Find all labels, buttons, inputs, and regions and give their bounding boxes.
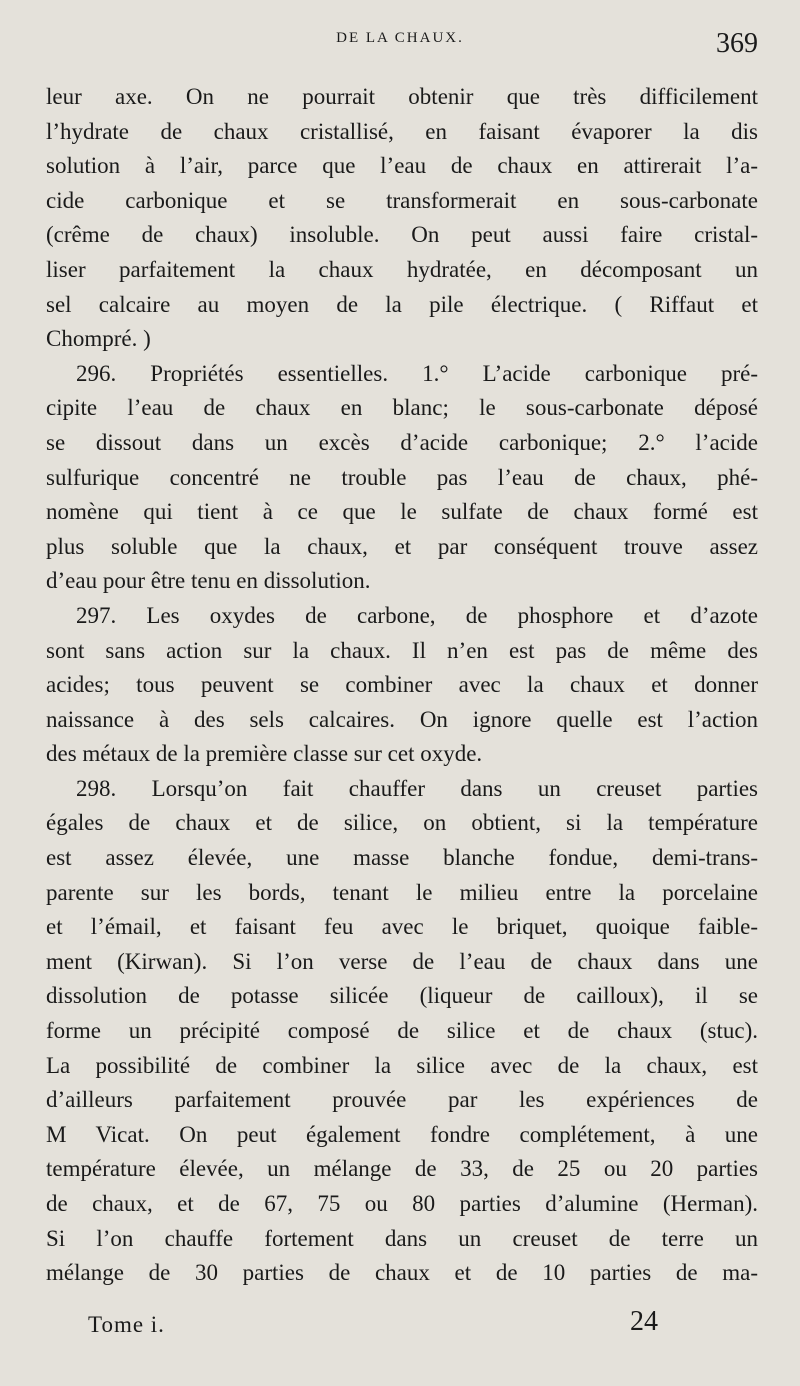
text-line: plus soluble que la chaux, et par conséquent trouve assez [46,533,758,559]
text-line: leur axe. On ne pourrait obtenir que très difficilement [46,84,758,109]
text-line: M Vicat. On peut également fondre complétement, à une [46,1121,758,1147]
text-line: La possibilité de combiner la silice avec de la chaux, est [46,1052,758,1078]
text-line: est assez élevée, une masse blanche fondue, demi-trans- [46,845,758,871]
text-line: cipite l’eau de chaux en blanc; le sous-carbonate déposé [46,395,758,421]
text-line: solution à l’air, parce que l’eau de chaux en attirerait l’a- [46,153,758,179]
text-line: forme un précipité composé de silice et de chaux (stuc). [46,1018,758,1044]
text-line: l’hydrate de chaux cristallisé, en faisant évaporer la dis [46,118,758,144]
paragraph-297-start: 297. Les oxydes de carbone, de phosphore et d’azote [76,602,758,628]
text-line: de chaux, et de 67, 75 ou 80 parties d’alumine (Herman). [46,1191,758,1216]
text-line: température élevée, un mélange de 33, de 25 ou 20 parties [46,1156,758,1182]
paragraph-298-start: 298. Lorsqu’on fait chauffer dans un creuset parties [76,775,758,801]
text-line: se dissout dans un excès d’acide carbonique; 2.° l’acide [46,429,758,455]
text-line: Si l’on chauffe fortement dans un creuset de terre un [46,1225,758,1251]
text-line: dissolution de potasse silicée (liqueur de cailloux), il se [46,983,758,1009]
text-line: sel calcaire au moyen de la pile électrique. ( Riffaut et [46,291,758,317]
text-line: nomène qui tient à ce que le sulfate de chaux formé est [46,499,758,525]
page-number: 369 [716,28,758,59]
body-text [46,80,758,1291]
paragraph-296-start: 296. Propriétés essentielles. 1.° L’acide carbonique pré- [76,360,758,386]
text-line: naissance à des sels calcaires. On ignore quelle est l’action [46,706,758,732]
text-line: égales de chaux et de silice, on obtient, si la température [46,810,758,836]
sheet-number: 24 [630,1306,658,1337]
text-line: sulfurique concentré ne trouble pas l’eau de chaux, phé- [46,464,758,490]
text-line: d’eau pour être tenu en dissolution. [46,568,371,594]
text-line: cide carbonique et se transformerait en sous-carbonate [46,187,758,213]
text-line: des métaux de la première classe sur cet oxyde. [46,741,483,767]
running-title: DE LA CHAUX. [336,30,464,46]
text-line: mélange de 30 parties de chaux et de 10 parties de ma- [46,1260,758,1286]
text-line: (crême de chaux) insoluble. On peut aussi faire cristal- [46,222,758,248]
text-line: d’ailleurs parfaitement prouvée par les expériences de [46,1087,758,1113]
signature-mark: Tome i. [88,1312,165,1337]
text-line: acides; tous peuvent se combiner avec la chaux et donner [46,672,758,698]
text-line: sont sans action sur la chaux. Il n’en est pas de même des [46,637,758,663]
text-line: parente sur les bords, tenant le milieu entre la porcelaine [46,879,758,905]
text-line: et l’émail, et faisant feu avec le briquet, quoique faible- [46,914,758,940]
text-line: ment (Kirwan). Si l’on verse de l’eau de chaux dans une [46,948,758,974]
text-line: Chompré. ) [46,326,151,352]
text-line: liser parfaitement la chaux hydratée, en décomposant un [46,256,758,282]
